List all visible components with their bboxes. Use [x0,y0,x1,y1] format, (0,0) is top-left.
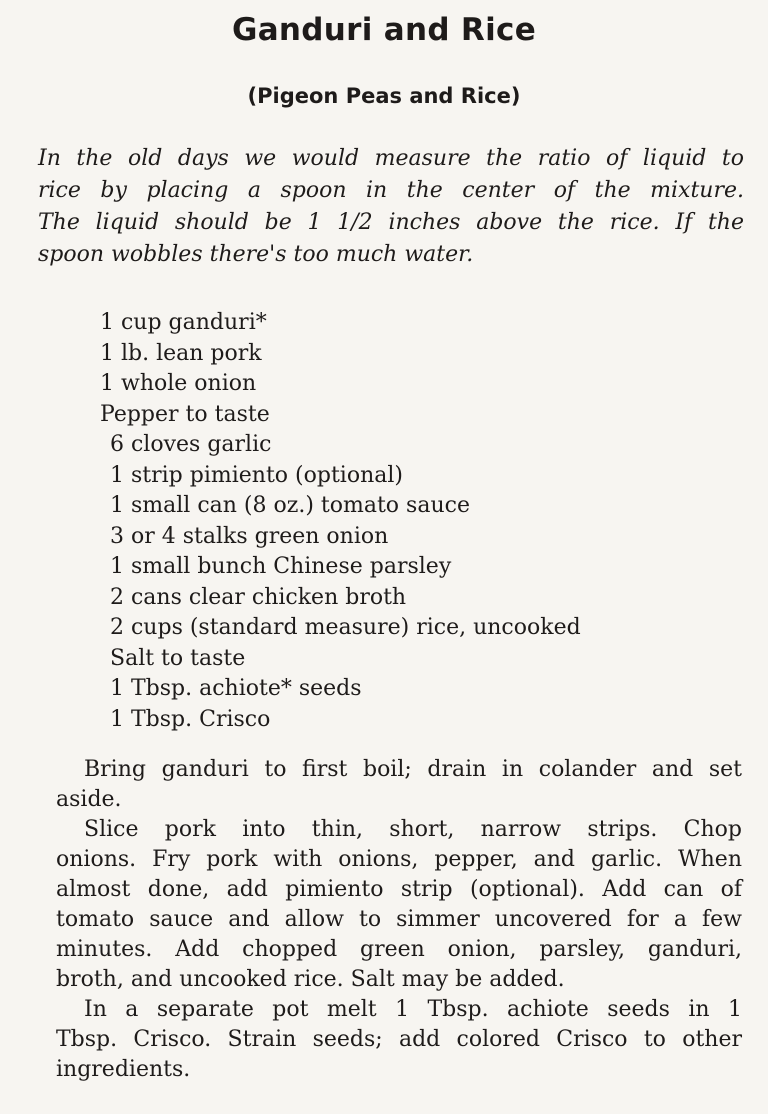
direction-line: In a separate pot melt 1 Tbsp. achiote seeds in 1 [84,997,742,1022]
ingredient-item: Pepper to taste [100,401,270,427]
ingredient-item: 3 or 4 stalks green onion [110,523,389,549]
direction-line: Slice pork into thin, short, narrow strips. Chop [84,817,742,842]
directions [56,755,742,1085]
direction-line: almost done, add pimiento strip (optional). Add can of [56,877,742,902]
direction-line: Tbsp. Crisco. Strain seeds; add colored Crisco to other [56,1027,742,1052]
direction-paragraph [56,755,742,815]
recipe-subtitle: (Pigeon Peas and Rice) [247,84,521,108]
ingredient-item: 1 whole onion [100,371,257,396]
ingredient-item: 1 strip pimiento (optional) [110,462,403,488]
ingredient-item: 1 Tbsp. achiote* seeds [110,676,362,701]
ingredient-item: 1 small bunch Chinese parsley [110,554,452,579]
direction-line: aside. [56,787,122,812]
direction-line: broth, and uncooked rice. Salt may be added. [56,967,565,992]
ingredient-item: 6 cloves garlic [110,432,272,457]
ingredient-item: 2 cups (standard measure) rice, uncooked [110,615,581,640]
ingredient-item: 2 cans clear chicken broth [110,584,407,610]
intro-line: rice by placing a spoon in the center of the mixture. [38,178,744,203]
ingredient-item: 1 small can (8 oz.) tomato sauce [110,493,470,518]
ingredient-list [100,308,581,735]
intro-line: In the old days we would measure the ratio of liquid to [38,146,744,171]
ingredient-item: 1 lb. lean pork [100,340,262,366]
ingredient-item: 1 Tbsp. Crisco [110,706,271,732]
direction-paragraph [56,815,742,995]
ingredient-item: Salt to taste [110,645,246,671]
direction-line: tomato sauce and allow to simmer uncovered for a few [56,907,742,932]
direction-line: Bring ganduri to first boil; drain in colander and set [84,757,742,782]
direction-line: minutes. Add chopped green onion, parsley, ganduri, [56,937,742,962]
intro-line: The liquid should be 1 1/2 inches above the rice. If the [38,210,744,235]
direction-line: ingredients. [56,1057,191,1082]
recipe-title: Ganduri and Rice [231,12,537,48]
direction-paragraph [56,995,742,1085]
intro-paragraph [38,143,744,271]
intro-line: spoon wobbles there's too much water. [38,242,474,267]
ingredient-item: 1 cup ganduri* [100,310,267,335]
direction-line: onions. Fry pork with onions, pepper, and garlic. When [56,847,742,872]
